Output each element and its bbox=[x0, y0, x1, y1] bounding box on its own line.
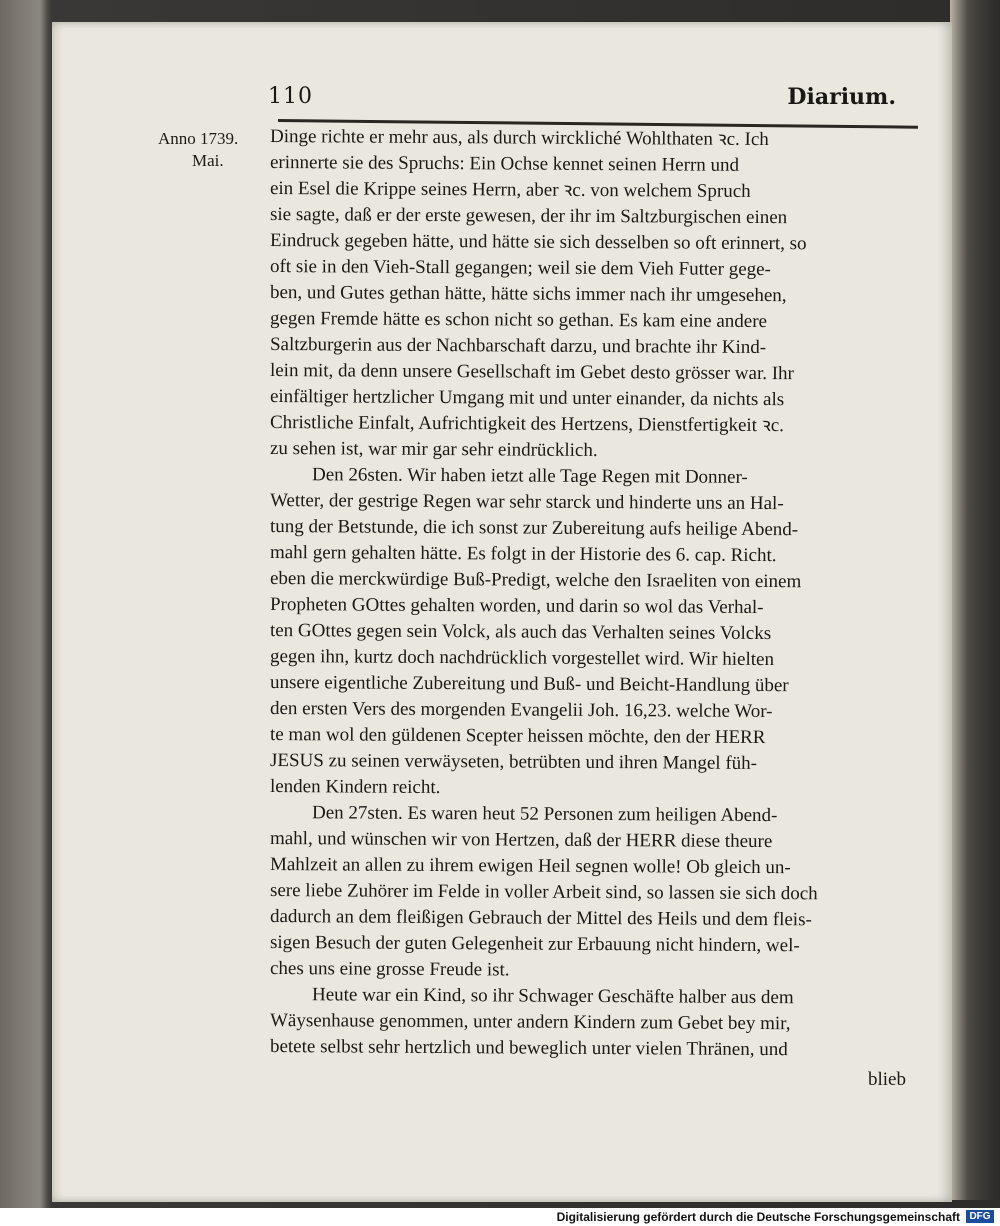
text-line: Propheten GOttes gehalten worden, und darin so wol das Verhal- bbox=[269, 594, 764, 619]
text-line: sere liebe Zuhörer im Felde in voller Arbeit sind, so lassen sie sich doch bbox=[269, 880, 818, 905]
text-line: Mahlzeit an allen zu ihrem ewigen Heil segnen wolle! Ob gleich un- bbox=[269, 854, 791, 879]
text-line: ten GOttes gegen sein Volck, als auch das Verhalten seines Volcks bbox=[269, 620, 772, 645]
dfg-logo: DFG bbox=[966, 1210, 994, 1223]
text-line: ches uns eine grosse Freude ist. bbox=[269, 958, 510, 981]
text-line: eben die merckwürdige Buß-Predigt, welche den Israeliten von einem bbox=[269, 568, 802, 593]
body-text bbox=[270, 124, 912, 1060]
page-number: 110 bbox=[268, 84, 313, 109]
text-line: erinnerte sie des Spruchs: Ein Ochse kennet seinen Herrn und bbox=[269, 152, 740, 176]
text-line: gegen ihn, kurtz doch nachdrücklich vorgestellet wird. Wir hielten bbox=[269, 646, 775, 671]
text-line: unsere eigentliche Zubereitung und Buß- und Beicht-Handlung über bbox=[269, 672, 789, 697]
text-line: Den 26sten. Wir haben ietzt alle Tage Regen mit Donner- bbox=[311, 464, 748, 488]
text-line: Eindruck gegeben hätte, und hätte sie sich desselben so oft erinnert, so bbox=[269, 230, 807, 255]
text-line: zu sehen ist, war mir gar sehr eindrücklich. bbox=[269, 438, 598, 462]
text-line: den ersten Vers des morgenden Evangelii Joh. 16,23. welche Wor- bbox=[269, 698, 773, 723]
text-line: Saltzburgerin aus der Nachbarschaft darzu, und brachte ihr Kind- bbox=[269, 334, 767, 359]
text-line: tung der Betstunde, die ich sonst zur Zubereitung aufs heilige Abend- bbox=[269, 516, 799, 541]
margin-year: Anno 1739. bbox=[158, 129, 239, 148]
text-line: mahl, und wünschen wir von Hertzen, daß der HERR diese theure bbox=[269, 828, 773, 853]
text-line: Christliche Einfalt, Aufrichtigkeit des Hertzens, Dienstfertigkeit ꝛc. bbox=[269, 412, 785, 437]
page-header bbox=[268, 84, 912, 116]
text-line: Den 27sten. Es waren heut 52 Personen zum heiligen Abend- bbox=[311, 802, 778, 827]
page-stack-edge bbox=[950, 0, 1000, 1200]
text-line: gegen Fremde hätte es schon nicht so gethan. Es kam eine andere bbox=[269, 308, 768, 333]
margin-month: Mai. bbox=[192, 151, 224, 170]
text-line: te man wol den güldenen Scepter heissen möchte, den der HERR bbox=[269, 724, 766, 749]
text-line: Heute war ein Kind, so ihr Schwager Geschäfte halber aus dem bbox=[311, 984, 794, 1009]
text-line: einfältiger hertzlicher Umgang mit und unter einander, da nichts als bbox=[269, 386, 785, 411]
text-line: sie sagte, daß er der erste gewesen, der ihr im Saltzburgischen einen bbox=[269, 204, 788, 229]
text-line: sigen Besuch der guten Gelegenheit zur Erbauung nicht hindern, wel- bbox=[269, 932, 800, 957]
text-line: mahl gern gehalten hätte. Es folgt in der Historie des 6. cap. Richt. bbox=[269, 542, 777, 567]
text-line: Wäysenhause genommen, unter andern Kindern zum Gebet bey mir, bbox=[269, 1010, 791, 1035]
text-line: JESUS zu seinen verwäyseten, betrübten und ihren Mangel füh- bbox=[269, 750, 758, 774]
running-head: Diarium. bbox=[787, 84, 896, 110]
text-line: lein mit, da denn unsere Gesellschaft im Gebet desto grösser war. Ihr bbox=[269, 360, 794, 385]
text-line: oft sie in den Vieh-Stall gegangen; weil sie dem Vieh Futter gege- bbox=[269, 256, 771, 281]
text-line: ben, und Gutes gethan hätte, hätte sichs immer nach ihr umgesehen, bbox=[269, 282, 787, 307]
funding-credit: Digitalisierung gefördert durch die Deutsche Forschungsgemeinschaft bbox=[556, 1210, 960, 1224]
text-line: Dinge richte er mehr aus, als durch wirckliché Wohlthaten ꝛc. Ich bbox=[269, 126, 769, 151]
text-line: lenden Kindern reicht. bbox=[269, 776, 441, 799]
catchword: blieb bbox=[868, 1069, 906, 1090]
margin-note bbox=[158, 128, 278, 172]
text-line: ein Esel die Krippe seines Herrn, aber ꝛc. von welchem Spruch bbox=[269, 178, 751, 202]
text-line: dadurch an dem fleißigen Gebrauch der Mittel des Heils und dem fleis- bbox=[269, 906, 812, 931]
text-line: Wetter, der gestrige Regen war sehr starck und hinderte uns an Hal- bbox=[269, 490, 784, 515]
digitization-footer bbox=[0, 1208, 1000, 1226]
text-line: betete selbst sehr hertzlich und beweglich unter vielen Thränen, und bbox=[269, 1036, 788, 1061]
